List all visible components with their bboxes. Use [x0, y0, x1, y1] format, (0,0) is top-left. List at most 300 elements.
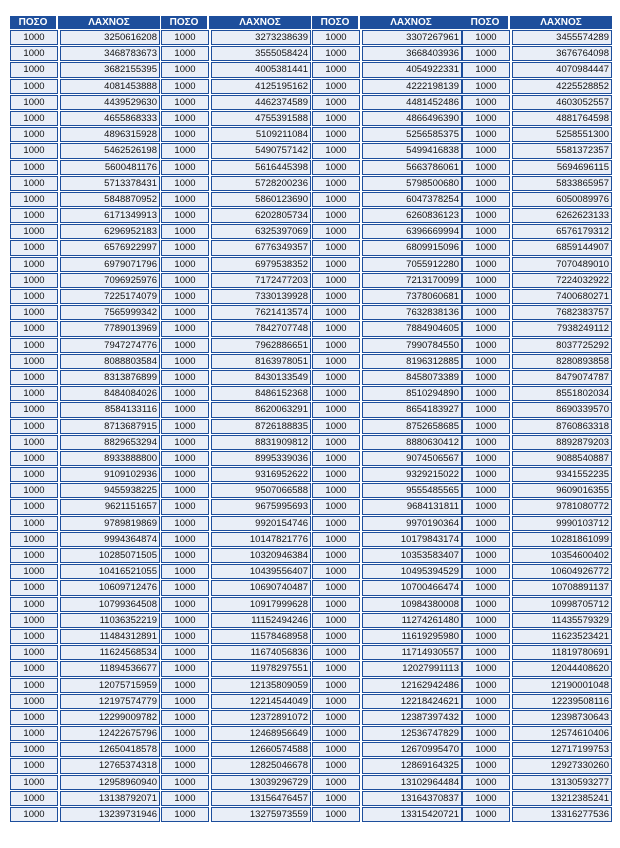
- table-header: [161, 16, 311, 29]
- lottery-number-cell: 7070489010: [512, 257, 612, 272]
- lottery-number-cell: 13239731946: [60, 807, 160, 822]
- amount-cell: 1000: [10, 645, 58, 660]
- table-row: [161, 127, 311, 142]
- table-row: [462, 176, 612, 191]
- table-row: [312, 273, 462, 288]
- amount-cell: 1000: [462, 613, 510, 628]
- lottery-number-cell: 3455574289: [512, 30, 612, 45]
- amount-cell: 1000: [161, 224, 209, 239]
- table-row: [10, 386, 160, 401]
- table-row: [462, 467, 612, 482]
- header-amount: ΠΟΣΟ: [161, 16, 209, 29]
- amount-cell: 1000: [462, 548, 510, 563]
- amount-cell: 1000: [462, 629, 510, 644]
- amount-cell: 1000: [161, 46, 209, 61]
- table-row: [10, 273, 160, 288]
- amount-cell: 1000: [10, 467, 58, 482]
- amount-cell: 1000: [10, 483, 58, 498]
- amount-cell: 1000: [312, 160, 360, 175]
- amount-cell: 1000: [161, 467, 209, 482]
- amount-cell: 1000: [462, 807, 510, 822]
- table-row: [312, 240, 462, 255]
- lottery-number-cell: 8037725292: [512, 338, 612, 353]
- table-row: [462, 678, 612, 693]
- lottery-number-cell: 4225528852: [512, 79, 612, 94]
- amount-cell: 1000: [10, 160, 58, 175]
- amount-cell: 1000: [10, 208, 58, 223]
- amount-cell: 1000: [312, 467, 360, 482]
- table-row: [312, 30, 462, 45]
- amount-cell: 1000: [10, 532, 58, 547]
- amount-cell: 1000: [462, 661, 510, 676]
- lottery-number-cell: 7632838136: [362, 305, 462, 320]
- table-row: [161, 143, 311, 158]
- table-row: [312, 564, 462, 579]
- lottery-number-cell: 11624568534: [60, 645, 160, 660]
- table-row: [161, 257, 311, 272]
- table-row: [10, 726, 160, 741]
- table-row: [462, 111, 612, 126]
- lottery-number-cell: 10439556407: [211, 564, 311, 579]
- table-row: [161, 532, 311, 547]
- amount-cell: 1000: [462, 208, 510, 223]
- table-row: [462, 143, 612, 158]
- amount-cell: 1000: [462, 435, 510, 450]
- amount-cell: 1000: [161, 629, 209, 644]
- table-row: [312, 208, 462, 223]
- table-row: [312, 192, 462, 207]
- table-row: [312, 79, 462, 94]
- amount-cell: 1000: [312, 176, 360, 191]
- amount-cell: 1000: [161, 62, 209, 77]
- lottery-number-cell: 5713378431: [60, 176, 160, 191]
- table-row: [161, 758, 311, 773]
- lottery-number-cell: 8510294890: [362, 386, 462, 401]
- results-table-3: [312, 16, 462, 822]
- table-row: [462, 483, 612, 498]
- table-row: [161, 597, 311, 612]
- table-row: [161, 613, 311, 628]
- lottery-number-cell: 6171349913: [60, 208, 160, 223]
- lottery-number-cell: 5490757142: [211, 143, 311, 158]
- table-row: [10, 516, 160, 531]
- amount-cell: 1000: [312, 79, 360, 94]
- lottery-number-cell: 6979538352: [211, 257, 311, 272]
- table-row: [161, 694, 311, 709]
- amount-cell: 1000: [161, 532, 209, 547]
- lottery-number-cell: 4125195162: [211, 79, 311, 94]
- table-row: [312, 791, 462, 806]
- table-row: [10, 321, 160, 336]
- lottery-number-cell: 5581372357: [512, 143, 612, 158]
- table-row: [312, 321, 462, 336]
- lottery-number-cell: 7225174079: [60, 289, 160, 304]
- table-row: [462, 402, 612, 417]
- table-row: [161, 629, 311, 644]
- table-row: [161, 354, 311, 369]
- lottery-number-cell: 11978297551: [211, 661, 311, 676]
- lottery-number-cell: 12162942486: [362, 678, 462, 693]
- lottery-number-cell: 6050089976: [512, 192, 612, 207]
- lottery-number-cell: 7330139928: [211, 289, 311, 304]
- lottery-number-cell: 7990784550: [362, 338, 462, 353]
- table-row: [10, 79, 160, 94]
- lottery-number-cell: 8484084026: [60, 386, 160, 401]
- amount-cell: 1000: [10, 597, 58, 612]
- table-row: [312, 516, 462, 531]
- amount-cell: 1000: [161, 240, 209, 255]
- amount-cell: 1000: [161, 645, 209, 660]
- amount-cell: 1000: [312, 516, 360, 531]
- lottery-number-cell: 8620063291: [211, 402, 311, 417]
- table-row: [312, 499, 462, 514]
- amount-cell: 1000: [10, 240, 58, 255]
- lottery-number-cell: 8726188835: [211, 419, 311, 434]
- lottery-number-cell: 5256585375: [362, 127, 462, 142]
- lottery-number-cell: 12197574779: [60, 694, 160, 709]
- amount-cell: 1000: [161, 597, 209, 612]
- amount-cell: 1000: [161, 192, 209, 207]
- table-row: [161, 321, 311, 336]
- table-row: [10, 419, 160, 434]
- lottery-number-cell: 9609016355: [512, 483, 612, 498]
- amount-cell: 1000: [10, 807, 58, 822]
- amount-cell: 1000: [312, 321, 360, 336]
- lottery-number-cell: 13275973559: [211, 807, 311, 822]
- amount-cell: 1000: [312, 338, 360, 353]
- lottery-number-cell: 10700466474: [362, 580, 462, 595]
- amount-cell: 1000: [10, 499, 58, 514]
- table-row: [10, 483, 160, 498]
- table-row: [312, 678, 462, 693]
- table-row: [312, 95, 462, 110]
- amount-cell: 1000: [161, 758, 209, 773]
- lottery-number-cell: 8584133116: [60, 402, 160, 417]
- amount-cell: 1000: [161, 160, 209, 175]
- lottery-number-cell: 10998705712: [512, 597, 612, 612]
- table-row: [161, 176, 311, 191]
- amount-cell: 1000: [161, 419, 209, 434]
- amount-cell: 1000: [10, 758, 58, 773]
- results-table-1: [10, 16, 160, 822]
- table-row: [10, 645, 160, 660]
- lottery-number-cell: 4070984447: [512, 62, 612, 77]
- lottery-number-cell: 12218424621: [362, 694, 462, 709]
- table-row: [462, 30, 612, 45]
- amount-cell: 1000: [161, 564, 209, 579]
- table-row: [462, 419, 612, 434]
- lottery-number-cell: 9994364874: [60, 532, 160, 547]
- lottery-number-cell: 9074506567: [362, 451, 462, 466]
- amount-cell: 1000: [10, 451, 58, 466]
- lottery-number-cell: 9555485565: [362, 483, 462, 498]
- lottery-number-cell: 7682383757: [512, 305, 612, 320]
- lottery-number-cell: 12299009782: [60, 710, 160, 725]
- amount-cell: 1000: [462, 419, 510, 434]
- lottery-number-cell: 8430133549: [211, 370, 311, 385]
- lottery-number-cell: 8995339036: [211, 451, 311, 466]
- table-row: [10, 370, 160, 385]
- lottery-number-cell: 9109102936: [60, 467, 160, 482]
- lottery-number-cell: 9329215022: [362, 467, 462, 482]
- lottery-number-cell: 6776349357: [211, 240, 311, 255]
- amount-cell: 1000: [462, 467, 510, 482]
- table-row: [10, 62, 160, 77]
- lottery-number-cell: 11619295980: [362, 629, 462, 644]
- amount-cell: 1000: [462, 176, 510, 191]
- table-row: [161, 564, 311, 579]
- lottery-number-cell: 7565999342: [60, 305, 160, 320]
- lottery-number-cell: 8280893858: [512, 354, 612, 369]
- lottery-number-cell: 13130593277: [512, 775, 612, 790]
- table-row: [312, 548, 462, 563]
- table-row: [462, 305, 612, 320]
- lottery-number-cell: 9088540887: [512, 451, 612, 466]
- amount-cell: 1000: [462, 710, 510, 725]
- amount-cell: 1000: [10, 678, 58, 693]
- table-row: [10, 629, 160, 644]
- table-row: [462, 386, 612, 401]
- lottery-number-cell: 7055912280: [362, 257, 462, 272]
- lottery-number-cell: 4603052557: [512, 95, 612, 110]
- lottery-number-cell: 8760863318: [512, 419, 612, 434]
- amount-cell: 1000: [312, 257, 360, 272]
- table-row: [312, 160, 462, 175]
- amount-cell: 1000: [161, 289, 209, 304]
- lottery-number-cell: 11274261480: [362, 613, 462, 628]
- lottery-number-cell: 12239508116: [512, 694, 612, 709]
- table-row: [10, 289, 160, 304]
- lottery-number-cell: 12536747829: [362, 726, 462, 741]
- lottery-number-cell: 5728200236: [211, 176, 311, 191]
- lottery-number-cell: 8933888800: [60, 451, 160, 466]
- amount-cell: 1000: [10, 354, 58, 369]
- amount-cell: 1000: [161, 208, 209, 223]
- table-row: [312, 694, 462, 709]
- table-row: [312, 775, 462, 790]
- amount-cell: 1000: [312, 483, 360, 498]
- table-row: [312, 451, 462, 466]
- table-row: [462, 224, 612, 239]
- amount-cell: 1000: [312, 710, 360, 725]
- table-row: [312, 597, 462, 612]
- table-row: [462, 548, 612, 563]
- lottery-number-cell: 6396669994: [362, 224, 462, 239]
- table-row: [10, 613, 160, 628]
- table-row: [161, 62, 311, 77]
- amount-cell: 1000: [312, 532, 360, 547]
- table-row: [462, 516, 612, 531]
- table-row: [161, 580, 311, 595]
- table-row: [10, 742, 160, 757]
- table-row: [462, 629, 612, 644]
- table-row: [312, 354, 462, 369]
- lottery-number-cell: 4896315928: [60, 127, 160, 142]
- amount-cell: 1000: [462, 224, 510, 239]
- table-row: [462, 273, 612, 288]
- amount-cell: 1000: [10, 402, 58, 417]
- lottery-number-cell: 10281861099: [512, 532, 612, 547]
- table-row: [161, 192, 311, 207]
- amount-cell: 1000: [462, 694, 510, 709]
- amount-cell: 1000: [462, 532, 510, 547]
- lottery-number-cell: 7938249112: [512, 321, 612, 336]
- amount-cell: 1000: [312, 613, 360, 628]
- table-row: [161, 386, 311, 401]
- lottery-number-cell: 12468956649: [211, 726, 311, 741]
- table-row: [462, 613, 612, 628]
- lottery-number-cell: 7213170099: [362, 273, 462, 288]
- table-row: [161, 402, 311, 417]
- amount-cell: 1000: [10, 143, 58, 158]
- table-row: [10, 807, 160, 822]
- lottery-number-cell: 8880630412: [362, 435, 462, 450]
- amount-cell: 1000: [462, 95, 510, 110]
- table-row: [161, 111, 311, 126]
- lottery-number-cell: 12027991113: [362, 661, 462, 676]
- table-row: [462, 710, 612, 725]
- lottery-number-cell: 5109211084: [211, 127, 311, 142]
- table-row: [312, 580, 462, 595]
- amount-cell: 1000: [161, 338, 209, 353]
- table-row: [312, 143, 462, 158]
- lottery-number-cell: 12422675796: [60, 726, 160, 741]
- table-row: [161, 160, 311, 175]
- lottery-number-cell: 8486152368: [211, 386, 311, 401]
- lottery-number-cell: 4866496390: [362, 111, 462, 126]
- table-row: [10, 710, 160, 725]
- amount-cell: 1000: [312, 240, 360, 255]
- lottery-number-cell: 9920154746: [211, 516, 311, 531]
- amount-cell: 1000: [462, 451, 510, 466]
- table-row: [10, 451, 160, 466]
- table-row: [312, 257, 462, 272]
- table-row: [161, 79, 311, 94]
- table-row: [10, 548, 160, 563]
- amount-cell: 1000: [161, 30, 209, 45]
- lottery-number-cell: 9789819869: [60, 516, 160, 531]
- table-row: [462, 694, 612, 709]
- table-header: [462, 16, 612, 29]
- lottery-number-cell: 12927330260: [512, 758, 612, 773]
- amount-cell: 1000: [10, 224, 58, 239]
- lottery-number-cell: 11894536677: [60, 661, 160, 676]
- lottery-number-cell: 5600481176: [60, 160, 160, 175]
- amount-cell: 1000: [161, 791, 209, 806]
- amount-cell: 1000: [10, 95, 58, 110]
- lottery-number-cell: 6859144907: [512, 240, 612, 255]
- table-row: [462, 192, 612, 207]
- table-row: [161, 273, 311, 288]
- table-row: [462, 289, 612, 304]
- lottery-number-cell: 6809915096: [362, 240, 462, 255]
- lottery-number-cell: 10917999628: [211, 597, 311, 612]
- lottery-number-cell: 10495394529: [362, 564, 462, 579]
- amount-cell: 1000: [462, 516, 510, 531]
- table-row: [462, 338, 612, 353]
- amount-cell: 1000: [312, 564, 360, 579]
- table-row: [161, 451, 311, 466]
- header-amount: ΠΟΣΟ: [10, 16, 58, 29]
- amount-cell: 1000: [462, 79, 510, 94]
- lottery-number-cell: 5860123690: [211, 192, 311, 207]
- header-amount: ΠΟΣΟ: [312, 16, 360, 29]
- amount-cell: 1000: [161, 499, 209, 514]
- lottery-number-cell: 10354600402: [512, 548, 612, 563]
- table-row: [10, 240, 160, 255]
- amount-cell: 1000: [312, 775, 360, 790]
- table-row: [161, 305, 311, 320]
- table-row: [10, 30, 160, 45]
- lottery-number-cell: 6260836123: [362, 208, 462, 223]
- table-row: [462, 726, 612, 741]
- table-row: [312, 467, 462, 482]
- amount-cell: 1000: [312, 273, 360, 288]
- lottery-number-cell: 5694696115: [512, 160, 612, 175]
- amount-cell: 1000: [312, 694, 360, 709]
- amount-cell: 1000: [462, 597, 510, 612]
- lottery-number-cell: 13039296729: [211, 775, 311, 790]
- amount-cell: 1000: [462, 758, 510, 773]
- lottery-number-cell: 11435579329: [512, 613, 612, 628]
- amount-cell: 1000: [10, 305, 58, 320]
- lottery-number-cell: 13316277536: [512, 807, 612, 822]
- lottery-number-cell: 3682155395: [60, 62, 160, 77]
- lottery-number-cell: 9316952622: [211, 467, 311, 482]
- lottery-number-cell: 7096925976: [60, 273, 160, 288]
- table-row: [161, 548, 311, 563]
- table-row: [10, 143, 160, 158]
- amount-cell: 1000: [161, 321, 209, 336]
- lottery-number-cell: 11623523421: [512, 629, 612, 644]
- table-row: [10, 758, 160, 773]
- lottery-number-cell: 8551802034: [512, 386, 612, 401]
- amount-cell: 1000: [10, 79, 58, 94]
- amount-cell: 1000: [10, 710, 58, 725]
- table-row: [10, 532, 160, 547]
- table-header: [312, 16, 462, 29]
- lottery-number-cell: 5798500680: [362, 176, 462, 191]
- table-row: [10, 338, 160, 353]
- amount-cell: 1000: [462, 354, 510, 369]
- lottery-number-cell: 9621151657: [60, 499, 160, 514]
- amount-cell: 1000: [312, 742, 360, 757]
- lottery-number-cell: 9341552235: [512, 467, 612, 482]
- lottery-number-cell: 9455938225: [60, 483, 160, 498]
- table-row: [10, 499, 160, 514]
- amount-cell: 1000: [312, 580, 360, 595]
- table-row: [462, 62, 612, 77]
- table-row: [161, 46, 311, 61]
- table-row: [10, 661, 160, 676]
- amount-cell: 1000: [161, 273, 209, 288]
- amount-cell: 1000: [161, 127, 209, 142]
- lottery-number-cell: 13102964484: [362, 775, 462, 790]
- table-row: [161, 467, 311, 482]
- lottery-number-cell: 12372891072: [211, 710, 311, 725]
- amount-cell: 1000: [10, 613, 58, 628]
- amount-cell: 1000: [312, 419, 360, 434]
- amount-cell: 1000: [462, 580, 510, 595]
- lottery-number-cell: 8196312885: [362, 354, 462, 369]
- lottery-number-cell: 4005381441: [211, 62, 311, 77]
- amount-cell: 1000: [161, 257, 209, 272]
- table-row: [462, 321, 612, 336]
- amount-cell: 1000: [161, 516, 209, 531]
- lottery-number-cell: 8479074787: [512, 370, 612, 385]
- lottery-number-cell: 10320946384: [211, 548, 311, 563]
- lottery-number-cell: 10799364508: [60, 597, 160, 612]
